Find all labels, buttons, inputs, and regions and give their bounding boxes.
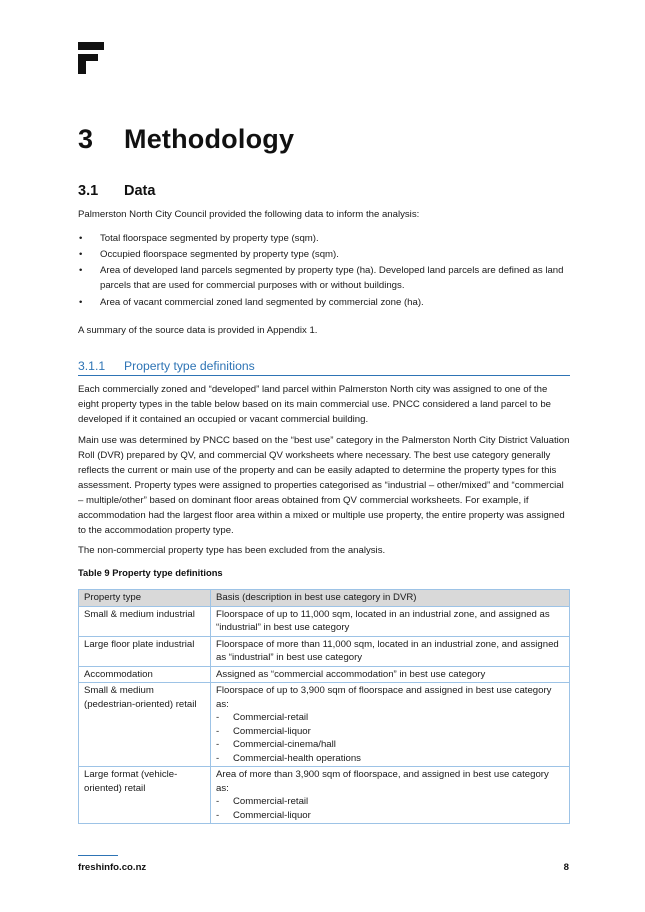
fresh-info-logo-icon — [78, 42, 104, 74]
list-item: • Area of vacant commercial zoned land segmented by commercial zone (ha). — [79, 296, 424, 308]
section-number: 3.1 — [78, 183, 99, 199]
table-row — [79, 606, 570, 636]
table-row — [79, 636, 570, 666]
data-bullet-list — [78, 231, 570, 311]
list-item: - Commercial-cinema/hall — [216, 739, 336, 750]
basis-text: Area of more than 3,900 sqm of floorspace, and assigned in best use category as: — [216, 769, 549, 794]
cell-property-type: Accommodation — [79, 666, 211, 683]
section-heading — [78, 183, 155, 199]
basis-text: Floorspace of up to 3,900 sqm of floorspace and assigned in best use category as: — [216, 685, 552, 710]
table-caption: Table 9 Property type definitions — [78, 567, 223, 578]
chapter-title: Methodology — [124, 124, 295, 154]
cell-property-type: Large floor plate industrial — [79, 636, 211, 666]
chapter-number: 3 — [78, 124, 94, 154]
cell-basis: Floorspace of up to 11,000 sqm, located in an industrial zone, and assigned as “industrial” in best use category — [211, 606, 570, 636]
paragraph-property-types: Each commercially zoned and “developed” land parcel within Palmerston North city was assigned to one of the eight property types in the table below based on its main commercial use. PNCC considered a land parcel to be developed if it contained an occupied or vacant commercial building. — [78, 384, 552, 425]
paragraph-excluded: The non-commercial property type has been excluded from the analysis. — [78, 545, 386, 556]
table-header-row — [79, 590, 570, 607]
cell-basis — [211, 683, 570, 767]
intro-paragraph: Palmerston North City Council provided the following data to inform the analysis: — [78, 209, 420, 220]
chapter-heading — [78, 124, 294, 155]
paragraph-main-use: Main use was determined by PNCC based on the “best use” category in the Palmerston North City District Valuation Roll (DVR) prepared by QV, and commercial QV worksheets where necessary. The best use category generally reflects the current or main use of the property and can be easily adapted to determine the property types for this assessment. Property types were assigned to properties categorised as “industrial – other/mixed” and “commercial – multiple/other” based on dominant floor areas obtained from QV commercial worksheets. For example, if accommodation had the largest floor area within a mixed or multiple use property, the entire property was assigned to the accommodation property type. — [78, 435, 570, 536]
summary-paragraph: A summary of the source data is provided in Appendix 1. — [78, 325, 318, 336]
list-item: - Commercial-liquor — [216, 725, 311, 737]
list-item: • Total floorspace segmented by property type (sqm). — [79, 233, 319, 244]
subsection-heading — [78, 359, 570, 376]
column-header-property-type: Property type — [79, 590, 211, 607]
cell-property-type: Small & medium (pedestrian-oriented) retail — [79, 683, 211, 767]
list-item: • Area of developed land parcels segmented by property type (ha). Developed land parcels are defined as land parcels that are used for commercial purposes with or without buildings. — [79, 265, 564, 292]
list-item: - Commercial-retail — [216, 712, 309, 723]
list-item: • Occupied floorspace segmented by property type (sqm). — [79, 249, 339, 261]
table-row — [79, 666, 570, 683]
table-row — [79, 767, 570, 824]
cell-basis — [211, 767, 570, 824]
cell-basis: Assigned as “commercial accommodation” in best use category — [211, 666, 570, 683]
footer-rule — [78, 855, 118, 856]
page-number: 8 — [563, 862, 569, 873]
subsection-number: 3.1.1 — [78, 359, 106, 373]
property-type-table — [78, 589, 570, 824]
column-header-basis: Basis (description in best use category in DVR) — [211, 590, 570, 607]
cell-property-type: Small & medium industrial — [79, 606, 211, 636]
cell-basis: Floorspace of more than 11,000 sqm, located in an industrial zone, and assigned as “industrial” in best use category — [211, 636, 570, 666]
list-item: - Commercial-liquor — [216, 809, 311, 821]
list-item: - Commercial-retail — [216, 796, 309, 807]
cell-property-type: Large format (vehicle-oriented) retail — [79, 767, 211, 824]
section-title: Data — [124, 183, 156, 199]
footer-site: freshinfo.co.nz — [78, 862, 147, 873]
subsection-title: Property type definitions — [124, 359, 255, 373]
list-item: - Commercial-health operations — [216, 752, 361, 764]
table-row — [79, 683, 570, 767]
